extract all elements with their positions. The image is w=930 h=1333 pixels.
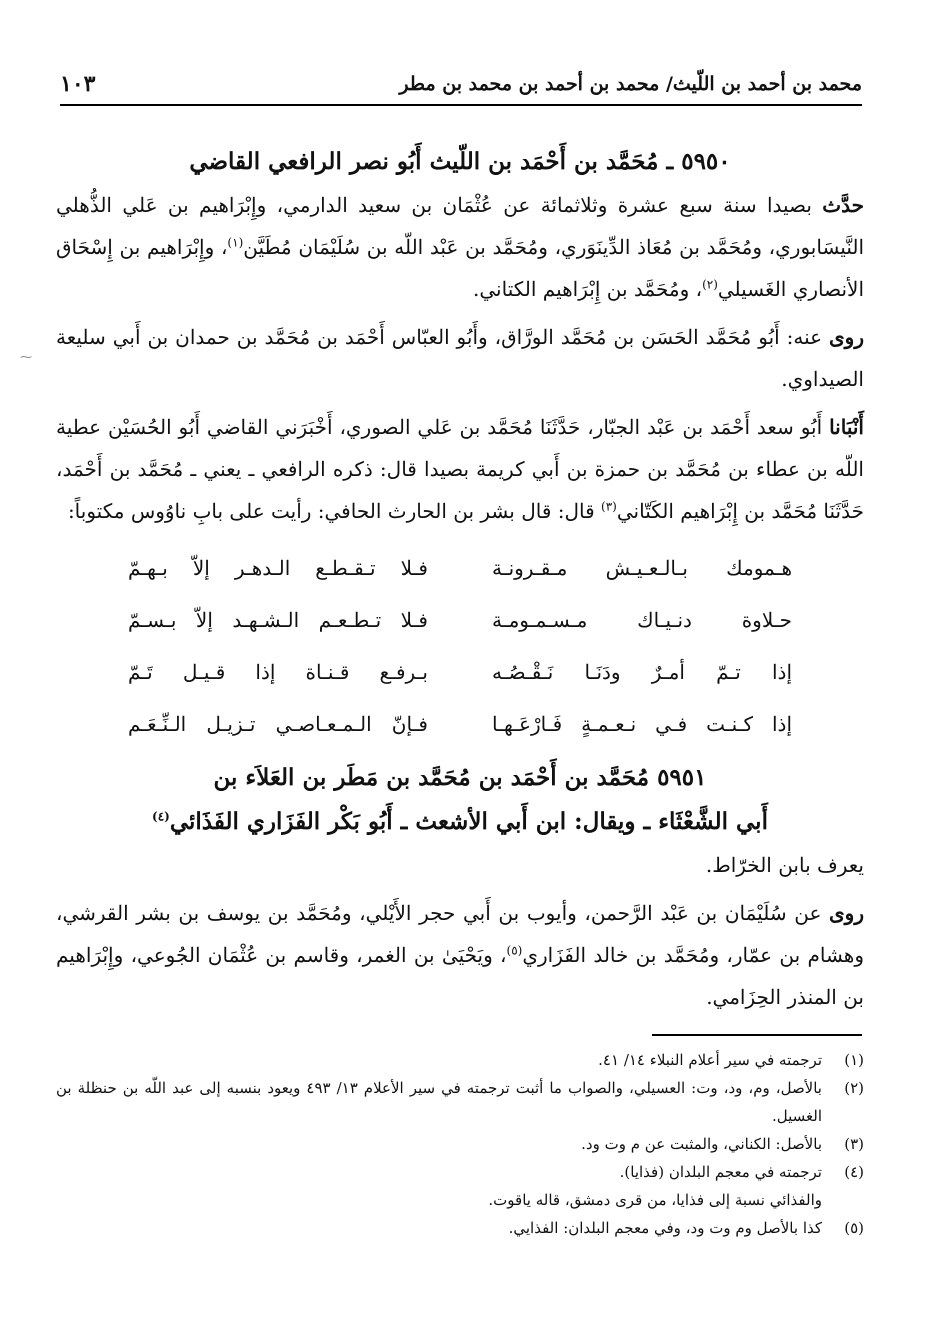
poem-verse	[56, 542, 864, 594]
main-text	[56, 140, 864, 1018]
verse-hemistich-first: إذا تـمّ أمـرٌ ودَنَـا نَـقْـصُـه	[492, 660, 792, 684]
entry-title-text: أَبي الشَّعْثَاء ـ ويقال: ابن أَبي الأشعث ـ أَبُو بَكْر الفَزَاري الفَذَائي	[169, 808, 768, 835]
entry-title-5951	[56, 756, 864, 844]
known-as: يعرف بابن الخرّاط.	[705, 853, 864, 877]
footnote-text: كذا بالأصل وم وت ود، وفي معجم البلدان: الفذايي.	[508, 1219, 822, 1237]
running-title: محمد بن أحمد بن اللّيث/ محمد بن أحمد بن محمد بن مطر	[399, 73, 862, 95]
footnote-text: بالأصل، وم، ود، وت: العسيلي، والصواب ما أثبت ترجمته في سير الأعلام ١٣/ ٤٩٣ ويعود بنسبه إلى عبد اللّه بن حنظلة بن الغسيل.	[56, 1079, 822, 1125]
footnote	[56, 1214, 864, 1242]
poem	[56, 542, 864, 750]
paragraph-text: ، ويَحْيَىٰ بن الغمر، وقاسم بن عُثْمَان الجُوعي، وإِبْرَاهيم بن المنذر الحِزَامي.	[56, 943, 864, 1009]
paragraph-text: أَبُو سعد أَحْمَد بن عَبْد الجبّار، حَدَّثَنَا مُحَمَّد بن عَلي الصوري، أَخْبَرَني القاضي أَبُو الحُسَيْن عطية اللّه بن عطاء بن مُحَمَّد بن حمزة بن أَبي كريمة بصيدا قال: ذكره الرافعي ـ يعني ـ مُحَمَّد بن أَحْمَد، حَدَّثَنَا مُحَمَّد بن إِبْرَاهيم الكَتّاني	[56, 415, 864, 523]
paragraph-lead: روى	[829, 325, 864, 349]
footnote-ref[interactable]: (٢)	[702, 277, 718, 292]
paragraph-text: ، وإِبْرَاهيم بن إِسْحَاق الأنصاري الغَسيلي	[56, 235, 864, 301]
footnote-number: (١)	[844, 1051, 864, 1069]
footnote-text: ترجمته في سير أعلام النبلاء ١٤/ ٤١.	[598, 1051, 822, 1069]
margin-mark: ⁓	[20, 350, 32, 364]
footnote-number: (٤)	[844, 1163, 864, 1181]
paragraph-text: بصيدا سنة سبع عشرة وثلاثمائة عن عُثْمَان بن سعيد الدارمي، وإِبْرَاهيم بن عَلي الذُّهلي النَّيسَابوري، ومُحَمَّد بن مُعَاذ الدِّينَوَري، ومُحَمَّد بن عَبْد اللّه بن سُلَيْمَان مُطَيَّن	[56, 193, 865, 259]
footnote-text: بالأصل: الكناني، والمثبت عن م وت ود.	[581, 1135, 822, 1153]
poem-verse	[56, 698, 864, 750]
verse-hemistich-first: حـلاوة دنـيـاك مـسـمـومـة	[492, 608, 792, 632]
entry-title-line: ٥٩٥١ مُحَمَّد بن أَحْمَد بن مُحَمَّد بن مَطَر بن العَلاَء بن	[213, 764, 707, 791]
footnote-number: (٣)	[844, 1135, 864, 1153]
footnote	[56, 1158, 864, 1186]
poem-verse	[56, 594, 864, 646]
entry-title-line	[56, 800, 864, 844]
paragraph-text: عنه: أَبُو مُحَمَّد الحَسَن بن مُحَمَّد الورَّاق، وأَبُو العبّاس أَحْمَد بن مُحَمَّد بن حمدان بن أَبي سليعة الصيداوي.	[56, 325, 864, 391]
footnote-number: (٢)	[844, 1079, 864, 1097]
paragraph-text: عن سُلَيْمَان بن عَبْد الرَّحمن، وأيوب بن أَبي حجر الأَيْلي، ومُحَمَّد بن يوسف بن بشر القرشي، وهشام بن عمّار، ومُحَمَّد بن خالد الفَزَاري	[56, 901, 865, 967]
paragraph	[56, 406, 864, 532]
footnote-ref[interactable]: (٥)	[506, 943, 523, 958]
entry-title-5950: ٥٩٥٠ ـ مُحَمَّد بن أَحْمَد بن اللّيث أَبُو نصر الرافعي القاضي	[189, 148, 731, 175]
running-header	[60, 64, 862, 106]
verse-hemistich-second: فـإنّ الـمـعـاصـي تـزيـل الـنِّـعَـم	[128, 712, 428, 736]
footnote-divider	[652, 1034, 862, 1036]
paragraph	[56, 316, 864, 400]
paragraph	[56, 892, 864, 1018]
verse-hemistich-first: هـمومك بـالـعـيـش مـقـرونـة	[492, 556, 792, 580]
verse-hemistich-first: إذا كـنـت فـي نـعـمـةٍ فَـارْعَـهـا	[492, 712, 792, 736]
paragraph-text: قال: قال بشر بن الحارث الحافي: رأيت على بابِ ناوُوس مكتوباً:	[67, 499, 595, 523]
footnote	[56, 1130, 864, 1158]
paragraph-lead: روى	[829, 901, 865, 925]
verse-hemistich-second: فـلا تـقـطـع الـدهـر إلاّ بـهـمّ	[128, 556, 428, 580]
footnote-continuation: والفذائي نسبة إلى فذايا، من قرى دمشق، قاله ياقوت.	[488, 1191, 822, 1209]
footnote-number: (٥)	[844, 1219, 864, 1237]
paragraph-lead: أَنْبَانا	[829, 415, 864, 439]
footnote-ref[interactable]: (٤)	[152, 809, 170, 824]
footnotes	[56, 1046, 864, 1242]
poem-verse	[56, 646, 864, 698]
footnote	[56, 1074, 864, 1130]
verse-hemistich-second: فـلا تـطـعـم الـشـهـد إلاّ بـسـمّ	[128, 608, 428, 632]
page-number: ١٠٣	[60, 71, 96, 97]
footnote-ref[interactable]: (١)	[227, 235, 244, 250]
paragraph-text: ، ومُحَمَّد بن إِبْرَاهيم الكتاني.	[473, 277, 703, 301]
verse-hemistich-second: بـرفـع قـنـاة إذا قـيـل تَـمّ	[128, 660, 428, 684]
footnote-ref[interactable]: (٣)	[601, 499, 617, 514]
footnote	[56, 1046, 864, 1074]
paragraph-lead: حدَّث	[822, 193, 864, 217]
paragraph	[56, 184, 864, 310]
footnote-text: ترجمته في معجم البلدان (فذايا).	[619, 1163, 822, 1181]
